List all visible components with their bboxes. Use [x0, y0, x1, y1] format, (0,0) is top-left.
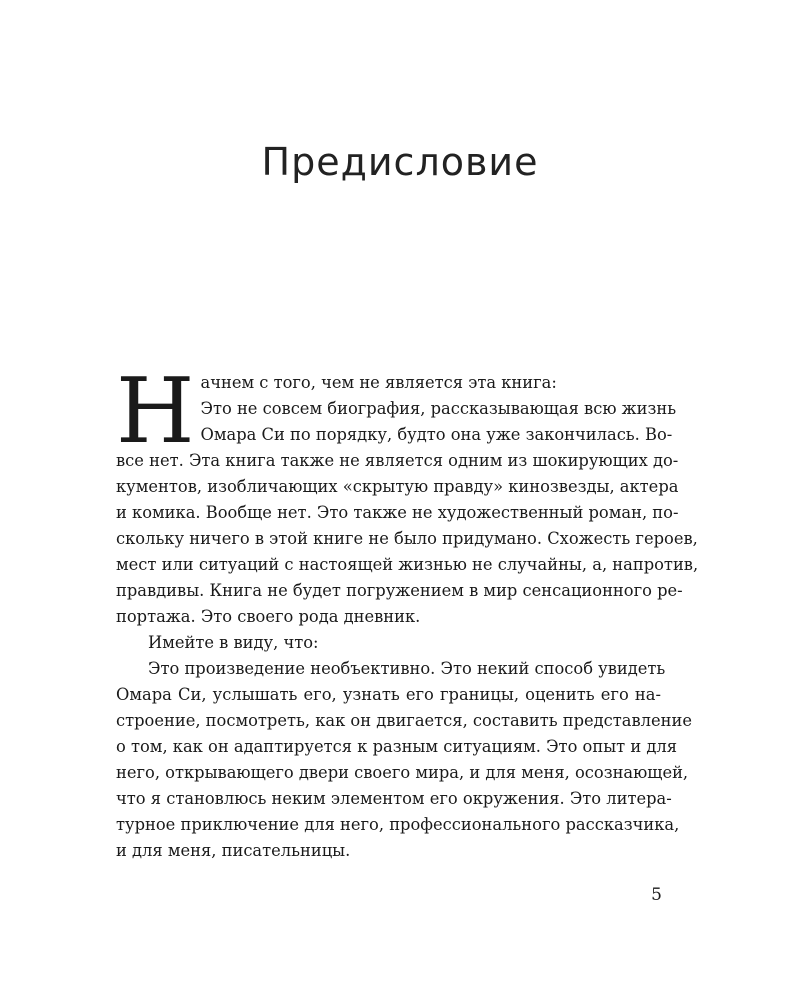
text-line: и для меня, писательницы.	[116, 841, 351, 860]
text-line: и комика. Вообще нет. Это также не художественный роман, по-	[116, 503, 679, 522]
text-line: правдивы. Книга не будет погружением в мир сенсационного ре-	[116, 581, 683, 600]
page-number: 5	[651, 885, 662, 905]
text-line: портажа. Это своего рода дневник.	[116, 607, 421, 626]
text-line: все нет. Эта книга также не является одним из шокирующих до-	[116, 451, 679, 470]
text-line: кументов, изобличающих «скрытую правду» кинозвезды, актера	[116, 477, 679, 496]
text-line: строение, посмотреть, как он двигается, составить представление	[116, 711, 692, 730]
text-line: Омара Си, услышать его, узнать его границы, оценить его на-	[116, 685, 661, 704]
paragraph-3	[116, 656, 692, 864]
text-line: Это не совсем биография, рассказывающая всю жизнь	[200, 399, 677, 418]
text-line: скольку ничего в этой книге не было придумано. Схожесть героев,	[116, 529, 698, 548]
text-line: что я становлюсь неким элементом его окружения. Это литера-	[116, 789, 672, 808]
text-line: турное приключение для него, профессионального рассказчика,	[116, 815, 680, 834]
chapter-title: Предисловие	[261, 140, 539, 184]
paragraph-1	[116, 359, 699, 630]
text-line: него, открывающего двери своего мира, и для меня, осознающей,	[116, 763, 689, 782]
text-line: Это произведение необъективно. Это некий способ увидеть	[148, 659, 666, 678]
body-text	[116, 359, 699, 864]
drop-cap: Н	[116, 359, 195, 464]
paragraph-2: Имейте в виду, что:	[148, 633, 319, 652]
text-line: ачнем с того, чем не является эта книга:	[200, 373, 557, 392]
text-line: мест или ситуаций с настоящей жизнью не случайны, а, напротив,	[116, 555, 699, 574]
text-line: о том, как он адаптируется к разным ситуациям. Это опыт и для	[116, 737, 678, 756]
text-line: Омара Си по порядку, будто она уже закончилась. Во-	[200, 425, 673, 444]
